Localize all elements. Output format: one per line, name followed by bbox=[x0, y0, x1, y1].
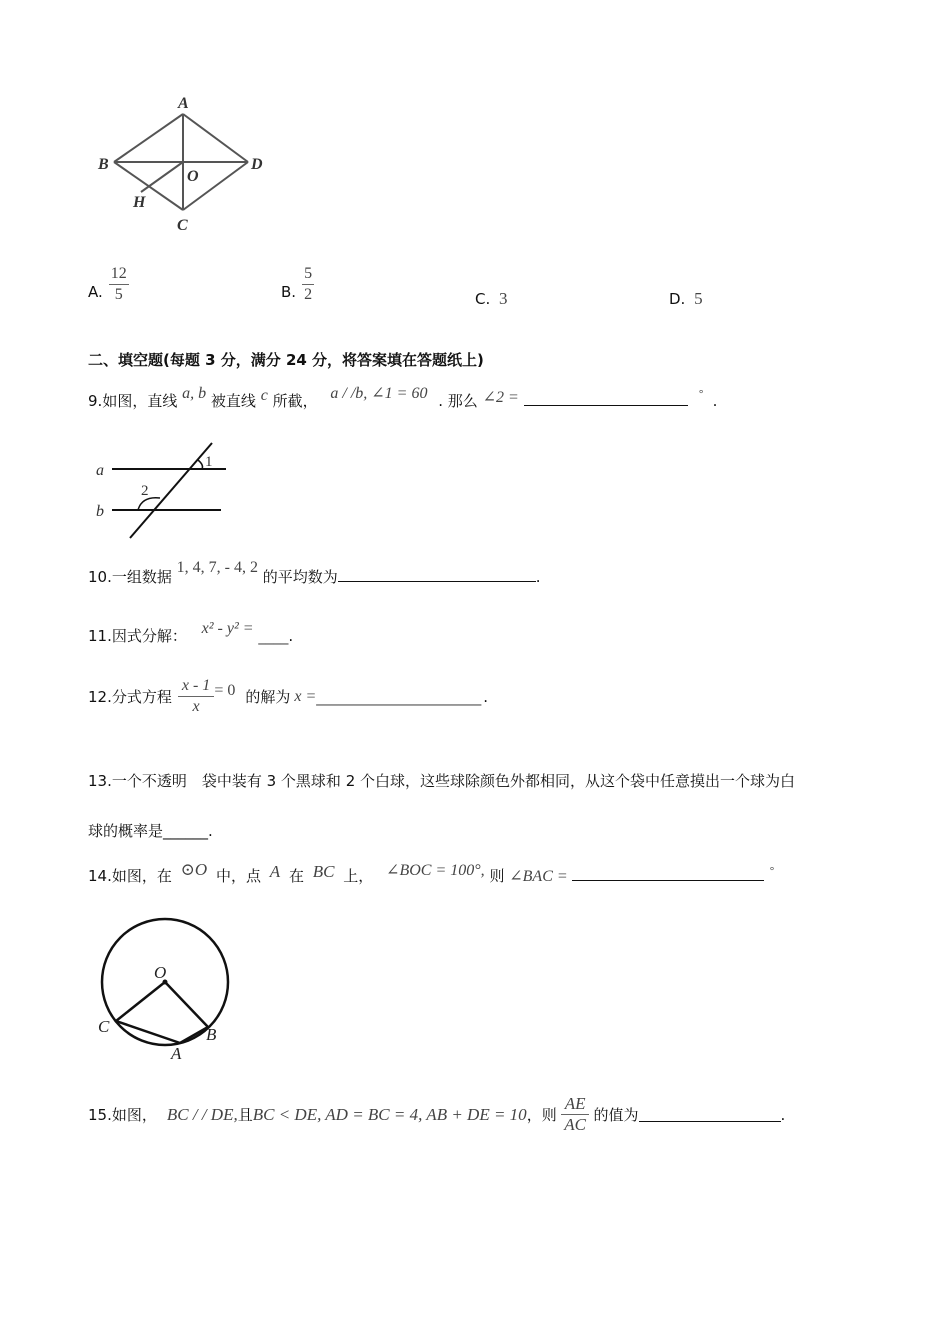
circle-label-a: A bbox=[171, 1044, 182, 1063]
label-o: O bbox=[187, 168, 199, 185]
q15-fraction: $\frac{AE}{AC}$ bbox=[561, 1094, 590, 1135]
question-9: 9.如图，直线 a, b 被直线 c 所截， a / /b, ∠1 = 60 . 那么 ∠2 = ° . bbox=[88, 385, 718, 410]
option-c-letter: C. bbox=[475, 290, 491, 308]
question-13-line-2: 球的概率是______. bbox=[88, 822, 213, 840]
question-14: 14.如图，在 ⊙O 中，点 A 在 BC 上， ∠BOC = 100°, 则 ∠BAC = ° bbox=[88, 860, 775, 885]
question-11: 11.因式分解： x² - y² = ____. bbox=[88, 620, 294, 645]
section-title: 二、填空题(每题 3 分，满分 24 分，将答案填在答题纸上) bbox=[88, 351, 484, 369]
q9-answer-blank[interactable] bbox=[524, 391, 688, 406]
q15-answer-blank[interactable] bbox=[639, 1107, 781, 1122]
q11-answer-blank[interactable]: ____ bbox=[258, 627, 289, 645]
circle-label-c: C bbox=[98, 1017, 110, 1036]
option-b-letter: B. bbox=[281, 283, 297, 301]
option-d-letter: D. bbox=[669, 290, 686, 308]
label-b: B bbox=[98, 156, 109, 173]
circle-label-o: O bbox=[154, 963, 167, 982]
label-a: A bbox=[178, 95, 189, 112]
question-13-line-1: 13.一个不透明 袋中装有 3 个黑球和 2 个白球，这些球除颜色外都相同，从这个袋中任意摸出一个球为白 bbox=[88, 772, 796, 790]
option-b[interactable] bbox=[281, 264, 314, 305]
option-a[interactable] bbox=[88, 264, 129, 305]
option-d-value: 5 bbox=[694, 289, 703, 308]
q14-answer-blank[interactable] bbox=[572, 866, 764, 881]
rhombus-figure bbox=[96, 92, 276, 237]
q13-answer-blank[interactable]: ______ bbox=[163, 822, 209, 840]
question-12: 12. 分式方程 $\frac{x - 1}{x}$ = 0 的解为 x = ______________________ . bbox=[88, 677, 489, 715]
option-d[interactable] bbox=[669, 289, 703, 309]
option-c-value: 3 bbox=[499, 289, 508, 308]
circle-label-b: B bbox=[206, 1025, 217, 1044]
q12-answer-blank[interactable]: ______________________ bbox=[316, 687, 482, 706]
q10-answer-blank[interactable] bbox=[338, 567, 536, 582]
angle-label-1: 1 bbox=[205, 454, 213, 470]
option-c[interactable] bbox=[475, 289, 508, 309]
option-a-letter: A. bbox=[88, 283, 103, 301]
parallel-lines-figure bbox=[90, 438, 240, 544]
label-c: C bbox=[177, 217, 188, 234]
line-label-a: a bbox=[96, 462, 104, 479]
circle-figure bbox=[94, 912, 244, 1072]
option-b-fraction: $\frac{5}{2}$ bbox=[304, 265, 313, 303]
option-a-fraction: $\frac{12}{5}$ bbox=[110, 265, 127, 303]
label-d: D bbox=[251, 156, 263, 173]
line-label-b: b bbox=[96, 503, 104, 520]
label-h: H bbox=[133, 194, 146, 211]
question-15: 15. 如图， BC / / DE, 且 BC < DE, AD = BC = 4, AB + DE = 10 ，则 $\frac{AE}{AC}$ 的值为 . bbox=[88, 1094, 786, 1134]
q12-fraction: $\frac{x - 1}{x}$ bbox=[178, 676, 214, 717]
question-10: 10.一组数据 1, 4, 7, - 4, 2 的平均数为 . bbox=[88, 559, 541, 586]
angle-label-2: 2 bbox=[141, 483, 149, 499]
